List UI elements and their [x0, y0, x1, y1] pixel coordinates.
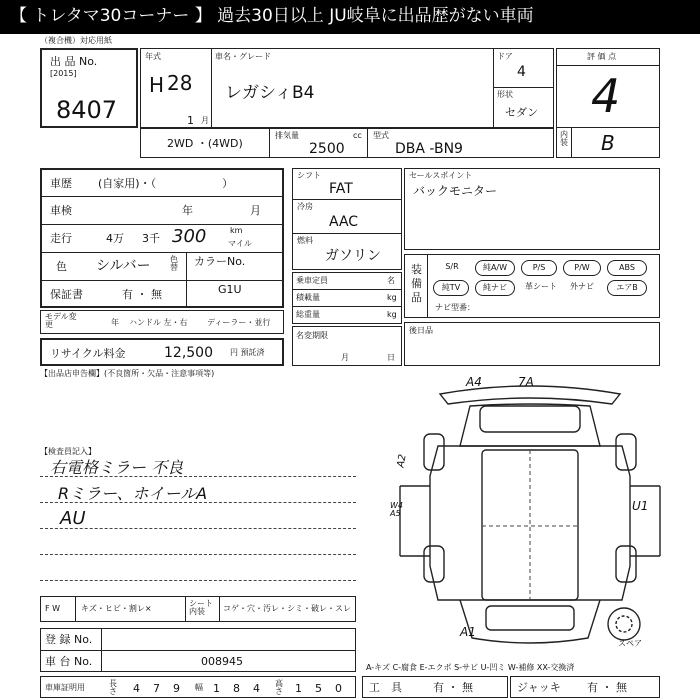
vehicle-name: レガシィB4	[225, 83, 315, 103]
hgt-d2: 5	[315, 682, 322, 695]
info-box	[40, 168, 284, 308]
vehicle-box	[140, 48, 554, 128]
shift-label: シフト	[297, 171, 321, 180]
mark-right: U1	[632, 499, 649, 513]
spec-box	[292, 168, 402, 270]
later-items-label: 後日品	[409, 326, 433, 335]
equip-alloy: 純A/W	[475, 260, 515, 276]
color-no-value: G1U	[218, 283, 242, 296]
displacement-unit: cc	[353, 131, 362, 140]
inspector-line-1: 右電格ミラー 不良	[50, 458, 184, 477]
drive-text: 2WD ・(4WD)	[167, 137, 243, 150]
recycle-unit: 円 預託済	[230, 348, 265, 357]
sales-point-label: セールスポイント	[409, 171, 473, 180]
shift-value: FAT	[329, 181, 353, 197]
mileage-rest: 300	[172, 226, 207, 247]
mark-left-a: A2	[395, 453, 409, 469]
chassis-value: 008945	[201, 655, 243, 668]
lot-year-tag: [2015]	[50, 69, 77, 78]
fuel-label: 燃料	[297, 236, 313, 245]
model-change-dealer: ディーラー・並行	[207, 318, 271, 327]
damage-legend: A-キズ C-腐食 E-エクボ S-サビ U-凹ミ W-補修 XX-交換済	[366, 663, 575, 672]
jack-box	[510, 676, 660, 698]
name-change-month: 月	[341, 353, 349, 362]
equip-abs: ABS	[607, 260, 647, 276]
grade-box	[556, 48, 660, 158]
interior-value: B	[601, 131, 615, 155]
model-change-year: 年	[111, 318, 119, 327]
year-era: H	[149, 73, 165, 97]
mileage-sen: 3千	[142, 232, 160, 245]
color-value: シルバー	[96, 258, 151, 274]
mark-top-right: 7A	[518, 375, 534, 389]
sales-point-box	[404, 168, 660, 250]
grade-label: 評 価 点	[587, 52, 617, 61]
model-code-label: 型式	[373, 131, 389, 140]
aircon-value: AAC	[329, 214, 359, 230]
name-change-label: 名変期限	[296, 331, 328, 340]
door-label: ドア	[497, 52, 513, 61]
displacement-label: 排気量	[275, 131, 299, 140]
tools-value: 有 ・ 無	[433, 681, 473, 694]
len-label: 長さ	[109, 679, 117, 696]
color-change-label: 色替	[170, 255, 178, 272]
equipment-box	[404, 254, 660, 318]
registration-label: 登 録 No.	[45, 633, 93, 646]
wid-d2: 8	[233, 682, 240, 695]
jack-label: ジャッキ	[517, 681, 561, 694]
gross-label: 総重量	[296, 310, 320, 319]
name-change-day: 日	[387, 353, 395, 362]
body-value: セダン	[505, 106, 539, 119]
fw-label: F W	[45, 604, 61, 613]
history-label: 車歴	[50, 177, 72, 190]
body-label: 形状	[497, 90, 513, 99]
hgt-label: 高さ	[275, 679, 283, 696]
shaken-label: 車検	[50, 204, 72, 217]
later-items-box	[404, 322, 660, 366]
equip-navi: 純ナビ	[475, 280, 515, 296]
jack-value: 有 ・ 無	[587, 681, 627, 694]
hgt-d3: 0	[335, 682, 342, 695]
fuel-value: ガソリン	[325, 248, 381, 264]
mark-top-left: A4	[466, 375, 482, 389]
year-month: 1	[187, 114, 194, 127]
mileage-label: 走行	[50, 232, 72, 245]
capacity-box	[292, 272, 402, 324]
mileage-unit: km	[230, 226, 243, 235]
equip-sr: S/R	[445, 262, 459, 271]
tools-label: 工 具	[369, 681, 402, 694]
inspector-line-3: AU	[60, 508, 86, 529]
len-d2: 7	[153, 682, 160, 695]
certificate-row	[40, 676, 356, 698]
history-value: (自家用)・（ ）	[98, 177, 234, 190]
recycle-label: リサイクル料金	[50, 347, 126, 360]
warranty-label: 保証書	[50, 288, 83, 301]
seat-text: コゲ・穴・汚レ・シミ・破レ・スレ	[223, 604, 351, 613]
wid-d3: 4	[253, 682, 260, 695]
year-month-unit: 月	[201, 116, 209, 125]
gross-unit: kg	[387, 310, 397, 319]
lot-number: 8407	[56, 96, 118, 124]
mark-left-w: W4 A5	[390, 501, 403, 518]
mileage-mile: マイル	[228, 239, 252, 248]
len-d1: 4	[133, 682, 140, 695]
drive-box	[140, 128, 554, 158]
chassis-label: 車 台 No.	[45, 655, 93, 668]
equip-tv: 純TV	[433, 280, 469, 296]
aircon-label: 冷房	[297, 202, 313, 211]
door-value: 4	[517, 64, 526, 80]
certificate-label: 車庫証明用	[45, 683, 85, 692]
banner-text: 【 トレタマ30コーナー 】 過去30日以上 JU岐阜に出品歴がない車両	[10, 6, 534, 26]
year-value: 28	[167, 71, 193, 95]
model-change-label: モデル変更	[45, 312, 77, 329]
vehicle-label: 車名・グレード	[215, 52, 271, 61]
car-diagram	[380, 376, 680, 660]
equip-pw: P/W	[563, 260, 601, 276]
color-no-label: カラーNo.	[194, 255, 246, 268]
warranty-value: 有 ・ 無	[122, 288, 162, 301]
banner	[0, 0, 700, 34]
tools-box	[362, 676, 508, 698]
recycle-row	[40, 338, 284, 366]
shaken-month: 月	[250, 204, 261, 217]
inspector-label: 【検査員記入】	[40, 447, 96, 456]
load-label: 積載量	[296, 293, 320, 302]
sales-point-value: バックモニター	[413, 184, 498, 198]
wid-label: 幅	[195, 683, 203, 692]
wid-d1: 1	[213, 682, 220, 695]
model-change-row	[40, 310, 284, 334]
color-label: 色	[56, 260, 67, 273]
mileage-man: 4万	[106, 232, 124, 245]
name-change-box	[292, 326, 402, 366]
sub-note: （複合機）対応用紙	[40, 36, 112, 45]
model-code-value: DBA -BN9	[395, 141, 463, 157]
navi-model-label: ナビ型番：	[435, 303, 475, 312]
riding-unit: 名	[387, 276, 395, 285]
seller-notes-label: 【出品店申告欄】(不良箇所・欠品・注意事項等)	[40, 369, 215, 378]
equip-ext-navi: 外ナビ	[570, 282, 594, 291]
equip-ps: P/S	[521, 260, 557, 276]
fw-text: キズ・ヒビ・割レ×	[81, 604, 152, 613]
shaken-year: 年	[182, 204, 193, 217]
model-change-handle: ハンドル 左・右	[129, 318, 188, 327]
riding-label: 乗車定員	[296, 276, 328, 285]
seat-label: シート内装	[189, 599, 213, 616]
hgt-d1: 1	[295, 682, 302, 695]
equipment-label: 装備品	[411, 263, 422, 304]
displacement-value: 2500	[309, 141, 345, 157]
spare-label: スペア	[618, 639, 642, 648]
grade-value: 4	[591, 69, 621, 123]
equip-airbag: エアB	[607, 280, 647, 296]
len-d3: 9	[173, 682, 180, 695]
inspector-line-2: Rミラー、ホイールA	[58, 484, 208, 503]
interior-label: 内装	[560, 130, 568, 147]
year-label: 年式	[145, 52, 161, 61]
recycle-value: 12,500	[164, 345, 213, 361]
mark-bottom: A1	[460, 625, 476, 639]
fw-row	[40, 596, 356, 622]
registration-box	[40, 628, 356, 672]
lot-label: 出 品 No.	[50, 55, 98, 68]
load-unit: kg	[387, 293, 397, 302]
equip-leather: 革シート	[525, 282, 557, 291]
lot-box	[40, 48, 138, 128]
